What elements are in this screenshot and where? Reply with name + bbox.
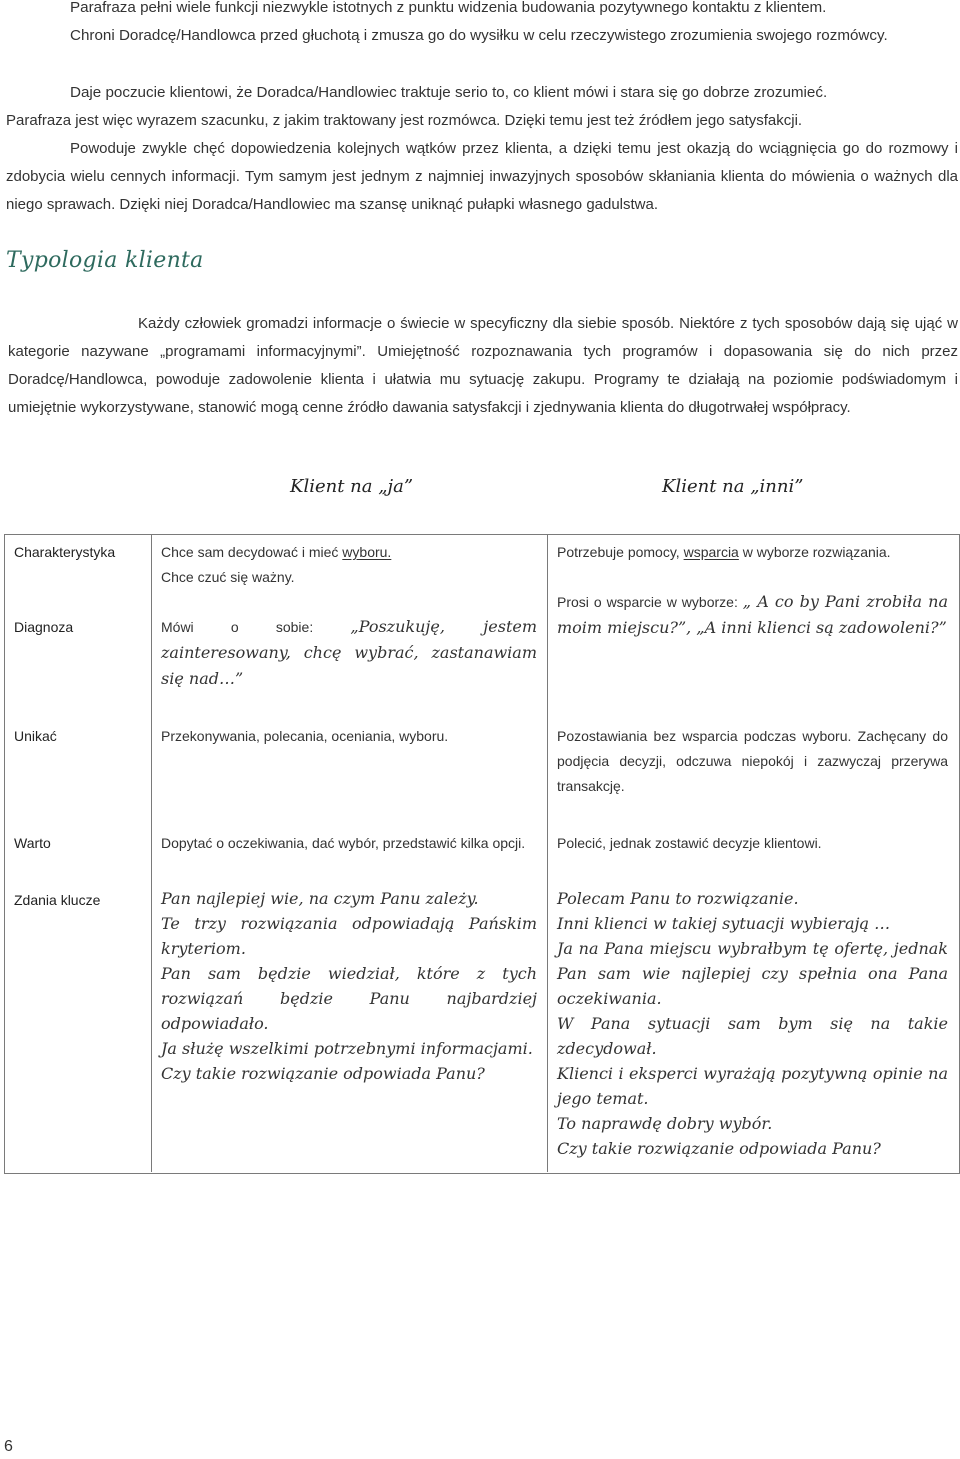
cell-ja-unikac: Przekonywania, polecania, oceniania, wyboru. (161, 728, 449, 744)
cell-ja-warto: Dopytać o oczekiwania, dać wybór, przedstawić kilka opcji. (161, 835, 526, 851)
intro-paragraph-4 (6, 135, 958, 219)
ja-key-sentence: Te trzy rozwiązania odpowiadają Pańskim kryteriom. (161, 914, 537, 958)
inni-key-sentence: To naprawdę dobry wybór. (557, 1114, 773, 1133)
row-label-cell (4, 805, 151, 862)
page-number: 6 (4, 1438, 13, 1455)
intro-paragraph-2 (6, 22, 958, 50)
section-title: Typologia klienta (6, 248, 204, 273)
cell-inni-zdania (547, 862, 958, 1167)
typology-text: Każdy człowiek gromadzi informacje o świecie w specyficzny dla siebie sposób. Niektóre z tych sposobów dają się ująć w kategorie nazywane „programami informacyjnymi”. Umiejętność rozpoznawania tych programów i dopasowania się do nich przez Doradcę/Handlowca, powoduje zadowolenie klienta i ułatwia mu sytuację zakupu. Programy te działają na poziomie podświadomym i umiejętnie wykorzystywane, stanowić mogą cenne źródło dawania satysfakcji i zjednywania klienta do długotrwałej współpracy. (8, 315, 958, 416)
inni-key-sentence: Klienci i eksperci wyrażają pozytywną opinie na jego temat. (557, 1064, 948, 1108)
cell-inni-unikac: Pozostawiania bez wsparcia podczas wyboru. Zachęcany do podjęcia decyzji, odczuwa niepokój i zazwyczaj przerywa transakcję. (557, 728, 948, 794)
cell-ja-zdania (151, 862, 547, 1167)
intro-text-2: Chroni Doradcę/Handlowca przed głuchotą i zmusza go do wysiłku w celu rzeczywistego zrozumienia swojego rozmówcy. (70, 27, 888, 44)
inni-key-sentence: Ja na Pana miejscu wybrałbym tę ofertę, jednak Pan sam wie najlepiej czy spełnia ona Pana oczekiwania. (557, 939, 948, 1008)
intro-paragraph-1 (6, 0, 958, 22)
row-label-zdania-klucze: Zdania klucze (14, 892, 101, 908)
ja-key-sentence: Czy takie rozwiązanie odpowiada Panu? (161, 1064, 485, 1083)
ja-key-sentence: Ja służę wszelkimi potrzebnymi informacjami. (161, 1039, 533, 1058)
cell-ja-charakterystyka (151, 534, 547, 698)
inni-key-sentence: Czy takie rozwiązanie odpowiada Panu? (557, 1139, 881, 1158)
column-heading-ja: Klient na „ja” (290, 476, 414, 497)
row-label-charakterystyka: Charakterystyka (14, 544, 116, 560)
ja-key-sentence: Pan sam będzie wiedział, które z tych rozwiązań będzie Panu najbardziej odpowiadało. (161, 964, 537, 1033)
ja-key-sentence: Pan najlepiej wie, na czym Panu zależy. (161, 889, 479, 908)
cell-inni-charakterystyka (547, 534, 958, 698)
ja-characteristic-1: Chce sam decydować i mieć wyboru. (161, 544, 392, 560)
emphasis-wsparcia: wsparcia (683, 544, 739, 560)
row-label-unikac: Unikać (14, 728, 57, 744)
inni-key-sentence: Polecam Panu to rozwiązanie. (557, 889, 799, 908)
intro-text-4: Powoduje zwykle chęć dopowiedzenia kolejnych wątków przez klienta, a dzięki temu jest okazją do wciągnięcia go do rozmowy i zdobycia wielu cennych informacji. Tym samym jest jednym z najmniej inwazyjnych sposobów skłaniania klienta do mówienia o ważnych dla niego sprawach. Dzięki niej Doradca/Handlowiec ma szansę uniknąć pułapki własnego gadulstwa. (6, 140, 958, 213)
intro-text-3b: Parafraza jest więc wyrazem szacunku, z jakim traktowany jest rozmówca. Dzięki temu jest też źródłem jego satysfakcji. (6, 112, 803, 129)
inni-characteristic: Potrzebuje pomocy, wsparcia w wyborze rozwiązania. (557, 544, 891, 560)
table-row-unikac (4, 698, 958, 805)
intro-paragraph-3 (6, 79, 958, 107)
column-heading-inni: Klient na „inni” (662, 476, 804, 497)
table-row-zdania-klucze (4, 862, 958, 1167)
inni-key-sentence: W Pana sytuacji sam bym się na takie zdecydował. (557, 1014, 948, 1058)
ja-characteristic-2: Chce czuć się ważny. (161, 569, 295, 585)
row-label-diagnoza: Diagnoza (14, 619, 74, 635)
table-row-warto (4, 805, 958, 862)
intro-text-3a: Daje poczucie klientowi, że Doradca/Handlowiec traktuje serio to, co klient mówi i stara się go dobrze zrozumieć. (70, 84, 828, 101)
client-types-table (4, 534, 958, 1167)
intro-paragraph-3b (6, 107, 958, 135)
inni-diagnosis-quote: „ A co by Pani zrobiła na moim miejscu?”, „A inni klienci są zadowoleni?” (557, 592, 948, 637)
inni-key-sentence: Inni klienci w takiej sytuacji wybierają … (557, 914, 891, 933)
inni-diagnosis: Prosi o wsparcie w wyborze: „ A co by Pani zrobiła na moim miejscu?”, „A inni klienci są zadowoleni?” (557, 592, 948, 637)
ja-diagnosis-quote: „Poszukuję, jestem zainteresowany, chcę wybrać, zastanawiam się nad…” (161, 617, 538, 688)
intro-text-1: Parafraza pełni wiele funkcji niezwykle istotnych z punktu widzenia budowania pozytywnego kontaktu z klientem. (70, 0, 827, 16)
cell-inni-warto: Polecić, jednak zostawić decyzje klientowi. (557, 835, 822, 851)
ja-diagnosis: Mówi o sobie: „Poszukuję, jestem zainteresowany, chcę wybrać, zastanawiam się nad…” (161, 617, 538, 688)
row-label-cell (4, 698, 151, 805)
emphasis-wyboru: wyboru. (342, 544, 392, 560)
table-row-charakterystyka (4, 534, 958, 698)
row-label-cell (4, 862, 151, 1167)
typology-paragraph (8, 310, 958, 422)
row-label-warto: Warto (14, 835, 51, 851)
row-label-cell (4, 534, 151, 698)
